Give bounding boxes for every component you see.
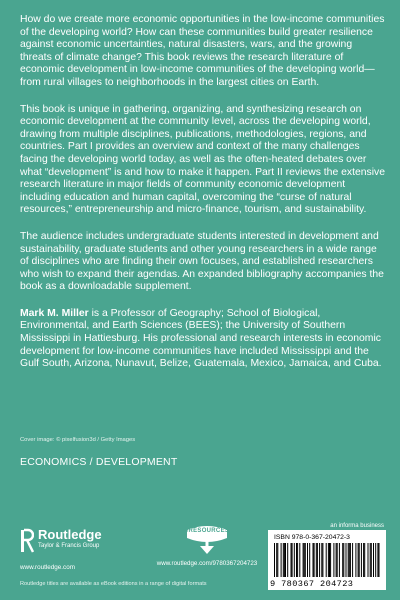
blurb-paragraph-1: How do we create more economic opportunities in the low-income communities of the developing world? How can these communities build greater resilience against economic uncertainties, natural disasters, wars, and the growing threats of climate change? This book reviews the research literature of economic development in low-income communities of the developing world—from rural villages to neighborhoods in the largest cities on Earth. (20, 14, 385, 88)
blurb-paragraph-2: This book is unique in gathering, organizing, and synthesizing research on economic development at the community level, across the developing world, drawing from multiple disciplines, publications, methodologies, regions, and countries. Part I provides an overview and context of the many challenges facing the developing world today, as well as the often-heated debates over what “development” is and how to make it happen. Part II reviews the extensive research literature in major fields of community economic development including education and human capital, overcoming the “curse of natural resources,” entrepreneurship and micro-finance, tourism, and sustainability. (20, 103, 386, 216)
subject-category: ECONOMICS / DEVELOPMENT (20, 456, 178, 468)
author-bio-text: is a Professor of Geography; School of Biological, Environmental, and Earth Sciences (BEES); the University of Southern Mississippi in Hattiesburg. His professional and research interests in economic development for low-income communities have included Mississippi and the Gulf South, Arizona, Nunavut, Belize, Guatemala, Mexico, Jamaica, and Cuba. (20, 307, 382, 370)
blurb-paragraph-3: The audience includes undergraduate students interested in development and sustainability, graduate students and other young researchers in a wide range of disciplines who are finding their own focuses, and established researchers who wish to expand their agendas. An expanded bibliography accompanies the book as a downloadable supplement. (20, 230, 384, 293)
barcode-bars (272, 543, 382, 579)
back-cover-blurb (20, 14, 386, 371)
ebook-footnote: Routledge titles are available as eBook editions in a range of digital formats (20, 581, 207, 587)
routledge-r-icon (20, 528, 34, 556)
eresources-badge (152, 524, 262, 556)
author-name: Mark M. Miller (20, 307, 89, 319)
publisher-website[interactable]: www.routledge.com (20, 564, 75, 571)
cover-image-credit: Cover image: © pixelfusion3d / Getty Images (20, 437, 136, 443)
eresources-label: eRESOURCES (184, 528, 230, 534)
author-bio (20, 308, 386, 371)
isbn-barcode (268, 530, 386, 590)
publisher-group: Taylor & Francis Group (38, 543, 100, 549)
barcode-digits: 9 780367 204723 (270, 579, 354, 589)
isbn-number: ISBN 978-0-367-20472-3 (274, 534, 350, 541)
eresources-url[interactable]: www.routledge.com/9780367204723 (156, 560, 258, 567)
publisher-name: Routledge (38, 527, 102, 542)
publisher-logo (20, 528, 102, 556)
informa-tagline: an informa business (330, 523, 384, 529)
